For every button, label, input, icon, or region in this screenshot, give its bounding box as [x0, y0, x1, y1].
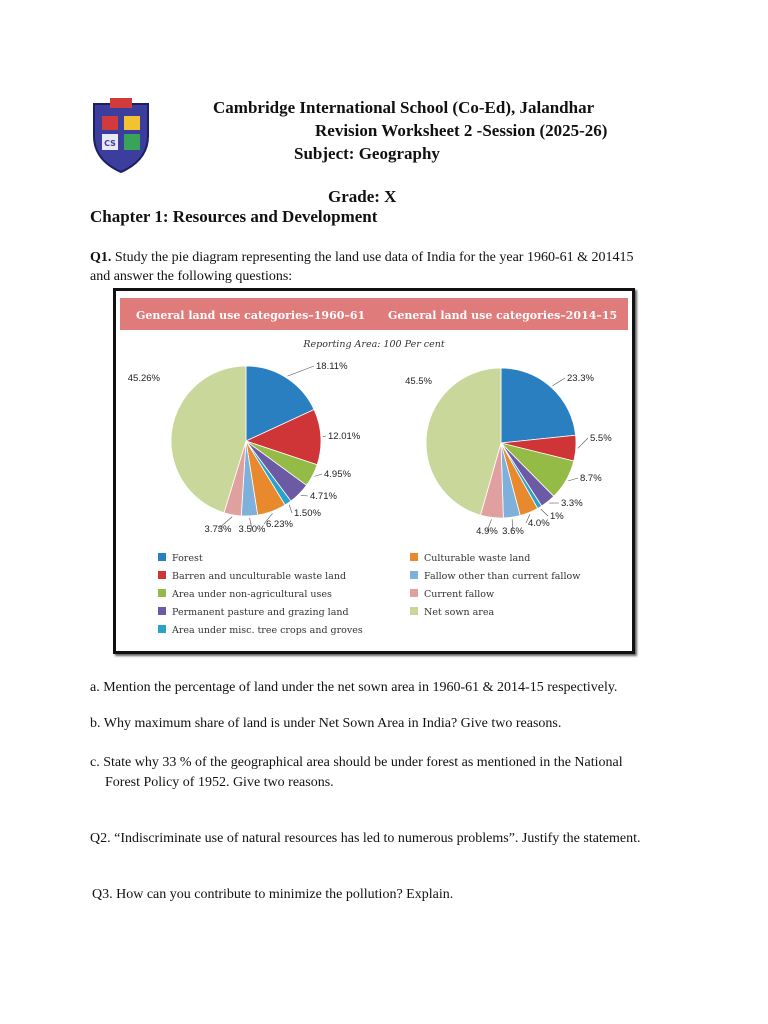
school-crest-icon — [86, 98, 156, 174]
pie-2014-label-area-under-non-agricultural-uses: 8.7% — [580, 473, 602, 484]
legend-label-area-under-non-agricultural-uses: Area under non-agricultural uses — [172, 589, 332, 600]
school-name: Cambridge International School (Co-Ed), Jalandhar — [213, 98, 595, 117]
legend-swatch-forest — [158, 553, 166, 561]
legend-swatch-culturable-waste-land — [410, 553, 418, 561]
legend-label-culturable-waste-land: Culturable waste land — [424, 553, 531, 564]
logo-lettering: CS — [104, 139, 116, 148]
pie-1960-label-forest: 18.11% — [316, 361, 348, 372]
pie-2014-label-area-under-misc-tree-crops-and-groves: 1% — [550, 511, 564, 522]
question-1-text: Study the pie diagram representing the land use data of India for the year 1960-61 & 201415 and answer the following questions: — [90, 250, 634, 284]
legend-label-current-fallow: Current fallow — [424, 589, 495, 600]
pie-2014-slice-forest — [501, 368, 576, 443]
pie-1960-label-area-under-misc-tree-crops-and-groves: 1.50% — [294, 508, 321, 519]
grade-title: Grade: X — [328, 187, 397, 206]
subject-title: Subject: Geography — [294, 144, 440, 163]
legend-swatch-fallow-other-than-current-fallow — [410, 571, 418, 579]
question-3: Q3. How can you contribute to minimize the pollution? Explain. — [92, 887, 454, 902]
pie-2014-label-culturable-waste-land: 4.0% — [528, 518, 550, 529]
question-1a: a. Mention the percentage of land under the net sown area in 1960-61 & 2014-15 respectively. — [90, 680, 618, 695]
pie-2014-label-barren-and-unculturable-waste-land: 5.5% — [590, 433, 612, 444]
legend-swatch-net-sown-area — [410, 607, 418, 615]
chart-title-1960: General land use categories–1960–61 — [136, 309, 366, 322]
pie-1960-label-barren-and-unculturable-waste-land: 12.01% — [328, 431, 361, 442]
pie-1960-label-current-fallow: 3.73% — [204, 524, 232, 535]
legend-label-net-sown-area: Net sown area — [424, 607, 495, 618]
pie-1960-label-culturable-waste-land: 6.23% — [266, 519, 293, 530]
question-1c-line-2: Forest Policy of 1952. Give two reasons. — [105, 775, 334, 790]
pie-1960-label-permanent-pasture-and-grazing-land: 4.71% — [310, 491, 337, 502]
school-logo — [86, 98, 156, 174]
pie-2014-label-current-fallow: 4.9% — [476, 526, 498, 537]
legend-swatch-area-under-misc-tree-crops-and-groves — [158, 625, 166, 633]
question-1c-line-1: c. State why 33 % of the geographical area should be under forest as mentioned in the National — [90, 755, 623, 770]
pie-2014-leader-area-under-non-agricultural-uses — [568, 478, 578, 481]
legend-label-permanent-pasture-and-grazing-land: Permanent pasture and grazing land — [172, 607, 349, 618]
pie-2014-label-forest: 23.3% — [567, 373, 594, 384]
question-2: Q2. “Indiscriminate use of natural resources has led to numerous problems”. Justify the statement. — [90, 831, 641, 846]
land-use-chart — [113, 288, 635, 654]
legend-label-area-under-misc-tree-crops-and-groves: Area under misc. tree crops and groves — [172, 625, 363, 636]
chapter-title: Chapter 1: Resources and Development — [90, 207, 378, 226]
pie-1960-label-fallow-other-than-current-fallow: 3.50% — [238, 524, 266, 535]
land-use-chart-svg — [116, 291, 632, 651]
pie-1960-label-net-sown-area: 45.26% — [127, 373, 160, 384]
legend-swatch-area-under-non-agricultural-uses — [158, 589, 166, 597]
question-1b: b. Why maximum share of land is under Net Sown Area in India? Give two reasons. — [90, 716, 562, 731]
pie-1960-leader-area-under-misc-tree-crops-and-groves — [289, 505, 292, 513]
pie-2014-label-net-sown-area: 45.5% — [405, 376, 432, 387]
legend-swatch-current-fallow — [410, 589, 418, 597]
legend-label-forest: Forest — [172, 553, 203, 564]
pie-2014-leader-area-under-misc-tree-crops-and-groves — [541, 509, 548, 516]
chart-subtitle: Reporting Area: 100 Per cent — [303, 339, 445, 350]
pie-1960-leader-area-under-non-agricultural-uses — [314, 474, 322, 476]
legend-swatch-barren-and-unculturable-waste-land — [158, 571, 166, 579]
pie-2014-label-fallow-other-than-current-fallow: 3.6% — [502, 526, 524, 537]
legend-label-barren-and-unculturable-waste-land: Barren and unculturable waste land — [172, 571, 347, 582]
legend-label-fallow-other-than-current-fallow: Fallow other than current fallow — [424, 571, 581, 582]
worksheet-title: Revision Worksheet 2 -Session (2025-26) — [315, 121, 608, 140]
pie-1960-label-area-under-non-agricultural-uses: 4.95% — [324, 469, 351, 480]
pie-1960-leader-permanent-pasture-and-grazing-land — [301, 495, 308, 496]
pie-2014-leader-forest — [553, 378, 565, 386]
question-1 — [90, 248, 650, 286]
pie-1960-leader-forest — [287, 366, 314, 376]
pie-2014-label-permanent-pasture-and-grazing-land: 3.3% — [561, 498, 583, 509]
chart-title-2014: General land use categories–2014–15 — [388, 309, 618, 322]
legend-swatch-permanent-pasture-and-grazing-land — [158, 607, 166, 615]
question-1-number: Q1. — [90, 250, 112, 265]
pie-1960-leader-barren-and-unculturable-waste-land — [323, 436, 326, 437]
pie-2014-leader-barren-and-unculturable-waste-land — [578, 438, 588, 448]
